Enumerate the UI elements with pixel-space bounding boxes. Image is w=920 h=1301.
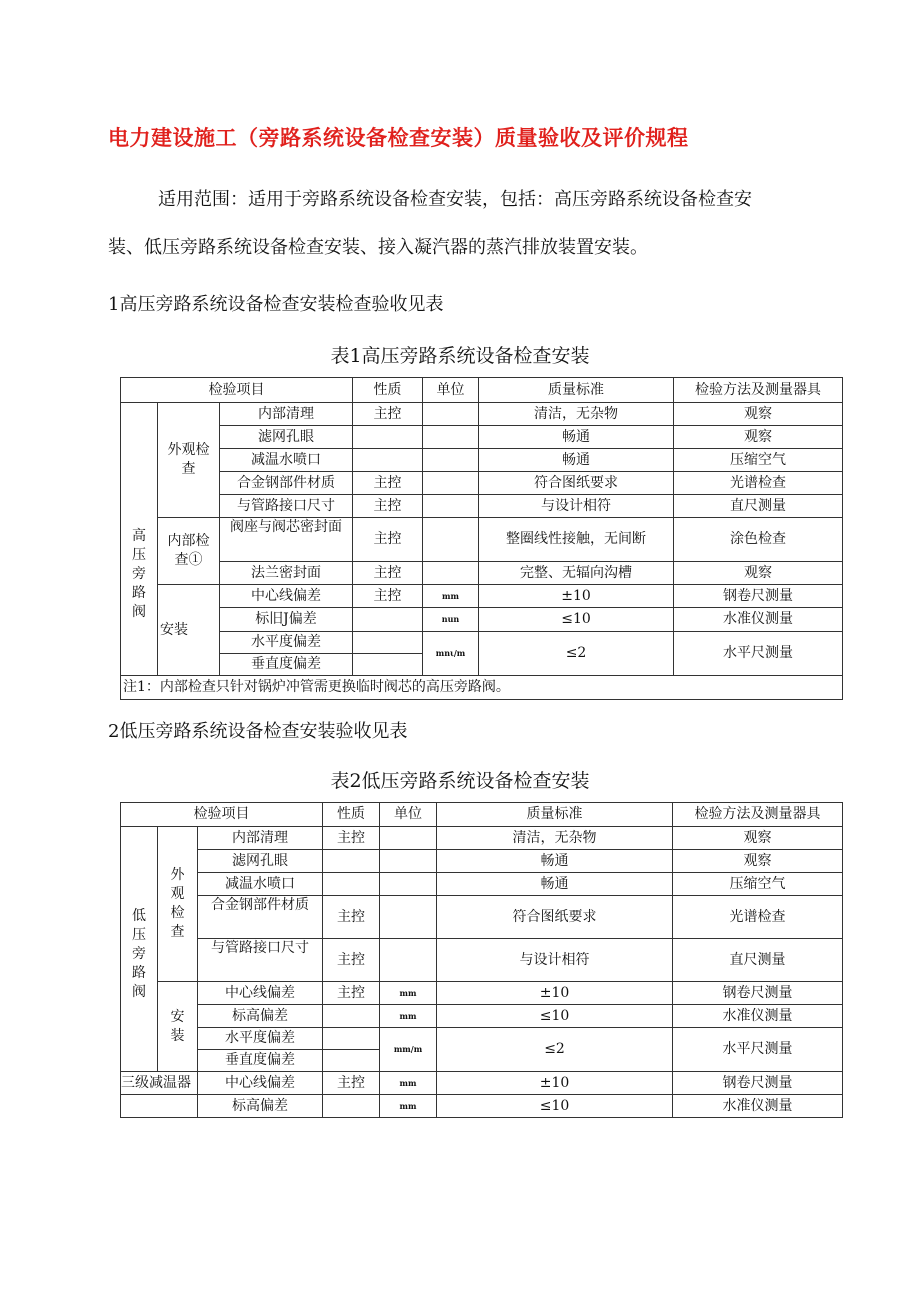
- method-cell: 压缩空气: [673, 873, 843, 896]
- header-nature: 性质: [323, 803, 380, 827]
- method-cell: 直尺测量: [673, 939, 843, 982]
- unit-cell: [423, 426, 479, 449]
- subgroup-install-label: 安装: [170, 1008, 185, 1044]
- method-cell: 直尺测量: [674, 495, 843, 518]
- table-row: [121, 896, 843, 939]
- nature-cell: 主控: [323, 896, 380, 939]
- group2-cell-empty: [121, 1095, 198, 1118]
- nature-cell: [323, 1028, 380, 1050]
- method-cell: 观察: [674, 426, 843, 449]
- subgroup-install: 安装: [158, 585, 220, 676]
- nature-cell: [323, 1005, 380, 1028]
- item-cell: 标高偏差: [198, 1005, 323, 1028]
- item-cell: 内部清理: [198, 827, 323, 850]
- nature-cell: 主控: [353, 495, 423, 518]
- table-row: [121, 495, 843, 518]
- unit-cell: mnι/m: [423, 632, 479, 676]
- section-1-heading: 1高压旁路系统设备检查安装检查验收见表: [108, 294, 444, 315]
- item-cell: 阀座与阀芯密封面: [220, 518, 353, 562]
- method-cell: 水准仪测量: [673, 1095, 843, 1118]
- standard-cell: ≤2: [437, 1028, 673, 1072]
- item-cell: 滤网孔眼: [220, 426, 353, 449]
- standard-cell: ≤10: [479, 608, 674, 632]
- table-1-caption: 表1高压旁路系统设备检查安装: [330, 345, 590, 367]
- unit-cell: [423, 403, 479, 426]
- item-cell: 滤网孔眼: [198, 850, 323, 873]
- table-row: [121, 676, 843, 700]
- nature-cell: [323, 850, 380, 873]
- unit-cell: [423, 449, 479, 472]
- method-cell: 观察: [674, 562, 843, 585]
- standard-cell: 符合图纸要求: [437, 896, 673, 939]
- unit-cell: nun: [423, 608, 479, 632]
- nature-cell: [323, 1050, 380, 1072]
- table-row: [121, 403, 843, 426]
- nature-cell: [353, 608, 423, 632]
- group-cell: [121, 403, 158, 676]
- method-cell: 水平尺测量: [673, 1028, 843, 1072]
- table-row: [121, 632, 843, 654]
- subgroup-install: [158, 982, 198, 1072]
- unit-cell: [380, 939, 437, 982]
- section-2-heading: 2低压旁路系统设备检查安装验收见表: [108, 721, 408, 742]
- table-row: [121, 873, 843, 896]
- method-cell: 水平尺测量: [674, 632, 843, 676]
- method-cell: 观察: [673, 850, 843, 873]
- document-title: 电力建设施工（旁路系统设备检查安装）质量验收及评价规程: [108, 126, 689, 150]
- table-row: [121, 472, 843, 495]
- table-row: [121, 939, 843, 982]
- header-standard: 质量标准: [479, 378, 674, 403]
- unit-cell: [423, 472, 479, 495]
- table-row: [121, 608, 843, 632]
- scope-line-2: 装、低压旁路系统设备检查安装、接入凝汽器的蒸汽排放装置安装。: [108, 237, 648, 258]
- table-row: [121, 426, 843, 449]
- unit-cell: mm: [380, 1005, 437, 1028]
- method-cell: 涂色检查: [674, 518, 843, 562]
- method-cell: 钢卷尺测量: [674, 585, 843, 608]
- unit-cell: [423, 518, 479, 562]
- table-row: [121, 1095, 843, 1118]
- standard-cell: 与设计相符: [437, 939, 673, 982]
- item-cell: 中心线偏差: [198, 1072, 323, 1095]
- table-row: [121, 378, 843, 403]
- table-row: [121, 850, 843, 873]
- unit-cell: [380, 873, 437, 896]
- table-row: [121, 562, 843, 585]
- nature-cell: [323, 1095, 380, 1118]
- subgroup-internal-label: 内部检查①: [167, 533, 210, 568]
- unit-cell: mm: [423, 585, 479, 608]
- method-cell: 钢卷尺测量: [673, 982, 843, 1005]
- unit-cell: [380, 850, 437, 873]
- item-cell: 合金钢部件材质: [198, 896, 323, 939]
- subgroup-appearance-label: 外观检查: [170, 867, 185, 940]
- item-cell: 水平度偏差: [198, 1028, 323, 1050]
- item-cell: 内部清理: [220, 403, 353, 426]
- standard-cell: 清洁，无杂物: [479, 403, 674, 426]
- unit-cell: [380, 896, 437, 939]
- item-cell: 与管路接口尺寸: [198, 939, 323, 982]
- method-cell: 观察: [674, 403, 843, 426]
- standard-cell: ±10: [437, 982, 673, 1005]
- method-cell: 观察: [673, 827, 843, 850]
- unit-cell: mm/m: [380, 1028, 437, 1072]
- header-unit: 单位: [380, 803, 437, 827]
- standard-cell: 完整、无辐向沟槽: [479, 562, 674, 585]
- standard-cell: 与设计相符: [479, 495, 674, 518]
- unit-cell: [423, 562, 479, 585]
- nature-cell: 主控: [323, 982, 380, 1005]
- subgroup-appearance: [158, 827, 198, 982]
- standard-cell: ≤10: [437, 1005, 673, 1028]
- nature-cell: 主控: [353, 403, 423, 426]
- group2-cell: 三级减温器: [121, 1072, 198, 1095]
- standard-cell: 整圈线性接触，无间断: [479, 518, 674, 562]
- nature-cell: [353, 426, 423, 449]
- header-method: 检验方法及测量器具: [674, 378, 843, 403]
- item-cell: 标高偏差: [198, 1095, 323, 1118]
- table-2: [120, 802, 843, 1118]
- table-row: [121, 803, 843, 827]
- nature-cell: [353, 632, 423, 654]
- nature-cell: 主控: [323, 1072, 380, 1095]
- standard-cell: 符合图纸要求: [479, 472, 674, 495]
- nature-cell: 主控: [353, 518, 423, 562]
- table-row: [121, 1005, 843, 1028]
- standard-cell: 畅通: [479, 449, 674, 472]
- table-row: [121, 518, 843, 562]
- table-2-caption: 表2低压旁路系统设备检查安装: [330, 770, 590, 792]
- item-cell: 垂直度偏差: [220, 654, 353, 676]
- subgroup-internal: [158, 518, 220, 585]
- method-cell: 光谱检查: [673, 896, 843, 939]
- nature-cell: 主控: [323, 939, 380, 982]
- nature-cell: 主控: [353, 472, 423, 495]
- standard-cell: ±10: [437, 1072, 673, 1095]
- nature-cell: 主控: [353, 562, 423, 585]
- method-cell: 水准仪测量: [673, 1005, 843, 1028]
- item-cell: 垂直度偏差: [198, 1050, 323, 1072]
- header-nature: 性质: [353, 378, 423, 403]
- standard-cell: ±10: [479, 585, 674, 608]
- standard-cell: 清洁，无杂物: [437, 827, 673, 850]
- unit-cell: [380, 827, 437, 850]
- item-cell: 法兰密封面: [220, 562, 353, 585]
- table-row: [121, 449, 843, 472]
- standard-cell: 畅通: [437, 873, 673, 896]
- table-row: [121, 1072, 843, 1095]
- item-cell: 合金钢部件材质: [220, 472, 353, 495]
- nature-cell: [353, 654, 423, 676]
- item-cell: 中心线偏差: [220, 585, 353, 608]
- table-row: [121, 982, 843, 1005]
- item-cell: 中心线偏差: [198, 982, 323, 1005]
- group-label: 高压旁路阀: [132, 527, 146, 620]
- table-row: [121, 1028, 843, 1050]
- unit-cell: [423, 495, 479, 518]
- group-label: 低压旁路阀: [132, 908, 146, 1000]
- item-cell: 减温水喷口: [198, 873, 323, 896]
- standard-cell: 畅通: [437, 850, 673, 873]
- item-cell: 水平度偏差: [220, 632, 353, 654]
- header-unit: 单位: [423, 378, 479, 403]
- header-method: 检验方法及测量器具: [673, 803, 843, 827]
- item-cell: 与管路接口尺寸: [220, 495, 353, 518]
- method-cell: 水准仪测量: [674, 608, 843, 632]
- item-cell: 减温水喷口: [220, 449, 353, 472]
- method-cell: 光谱检查: [674, 472, 843, 495]
- table-1-note: 注1：内部检查只针对锅炉冲管需更换临时阀芯的高压旁路阀。: [121, 676, 843, 700]
- scope-paragraph: [108, 176, 830, 272]
- header-item: 检验项目: [121, 378, 353, 403]
- standard-cell: ≤10: [437, 1095, 673, 1118]
- nature-cell: 主控: [323, 827, 380, 850]
- unit-cell: mm: [380, 1072, 437, 1095]
- unit-cell: mm: [380, 1095, 437, 1118]
- table-row: [121, 827, 843, 850]
- unit-cell: mm: [380, 982, 437, 1005]
- standard-cell: ≤2: [479, 632, 674, 676]
- group-cell: [121, 827, 158, 1072]
- standard-cell: 畅通: [479, 426, 674, 449]
- item-cell: 标旧J偏差: [220, 608, 353, 632]
- table-row: [121, 585, 843, 608]
- method-cell: 钢卷尺测量: [673, 1072, 843, 1095]
- nature-cell: [353, 449, 423, 472]
- table-1: [120, 377, 843, 700]
- subgroup-appearance-label: 外观检查: [167, 442, 210, 477]
- scope-line-1: 适用范围：适用于旁路系统设备检查安装，包括：高压旁路系统设备检查安: [158, 189, 752, 210]
- subgroup-appearance: [158, 403, 220, 518]
- nature-cell: 主控: [353, 585, 423, 608]
- header-item: 检验项目: [121, 803, 323, 827]
- method-cell: 压缩空气: [674, 449, 843, 472]
- header-standard: 质量标准: [437, 803, 673, 827]
- nature-cell: [323, 873, 380, 896]
